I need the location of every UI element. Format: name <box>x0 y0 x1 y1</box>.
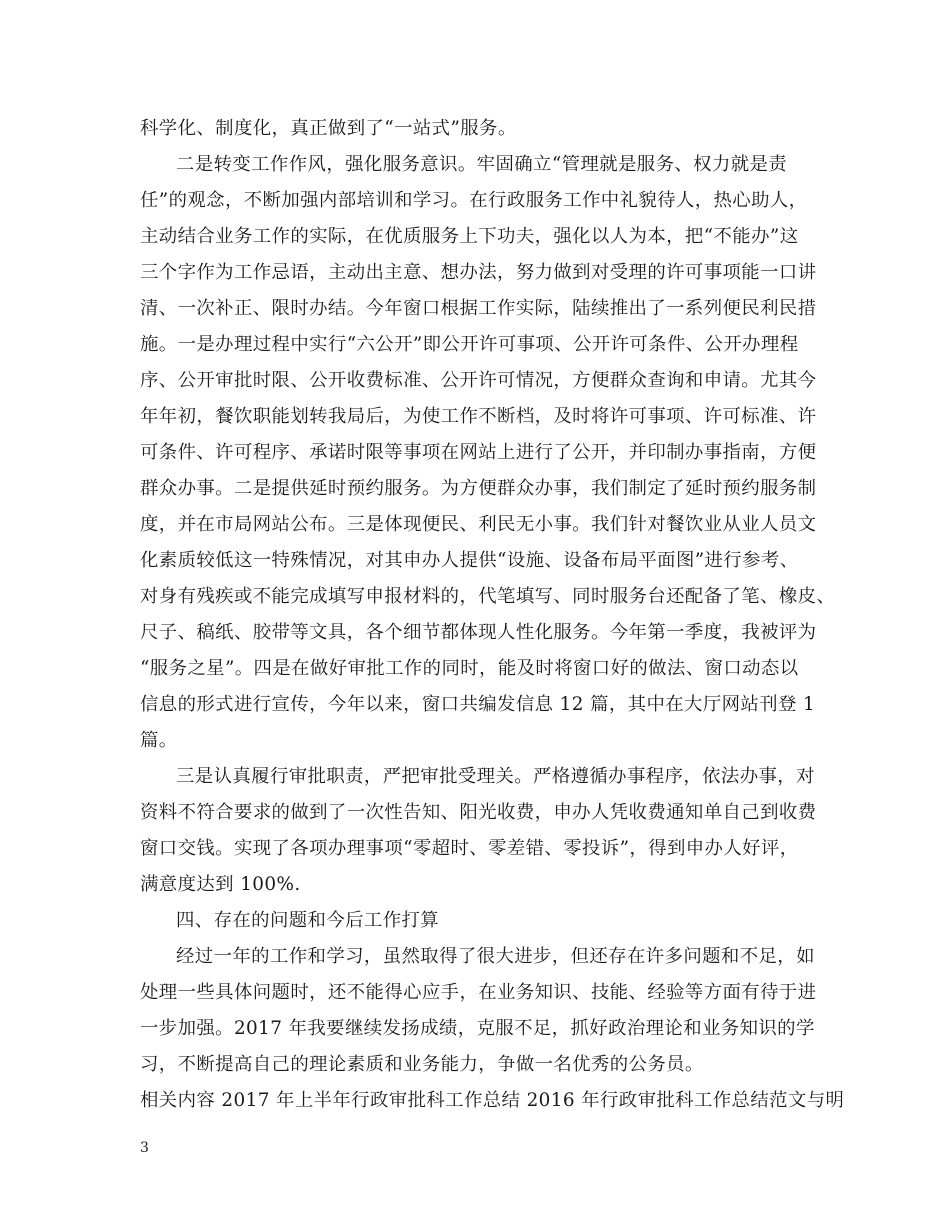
section-heading: 四、存在的问题和今后工作打算 <box>176 910 440 931</box>
text-line: 任”的观念，不断加强内部培训和学习。在行政服务工作中礼貌待人，热心助人， <box>140 190 808 211</box>
text-line: 群众办事。二是提供延时预约服务。为方便群众办事，我们制定了延时预约服务制 <box>140 478 817 499</box>
text-line: 经过一年的工作和学习，虽然取得了很大进步，但还存在许多问题和不足，如 <box>176 946 815 967</box>
related-content-line: 相关内容 2017 年上半年行政审批科工作总结 2016 年行政审批科工作总结范文与明 <box>140 1090 845 1111</box>
text-line: 满意度达到 100%. <box>140 874 301 895</box>
text-line: 三个字作为工作忌语，主动出主意、想办法，努力做到对受理的许可事项能一口讲 <box>140 262 817 283</box>
text-line: 对身有残疾或不能完成填写申报材料的，代笔填写、同时服务台还配备了笔、橡皮、 <box>140 586 836 607</box>
text-line: 清、一次补正、限时办结。今年窗口根据工作实际，陆续推出了一系列便民利民措 <box>140 298 817 319</box>
text-line: 处理一些具体问题时，还不能得心应手，在业务知识、技能、经验等方面有待于进 <box>140 982 817 1003</box>
text-line: 二是转变工作作风，强化服务意识。牢固确立“管理就是服务、权力就是责 <box>176 154 788 175</box>
text-line: 施。一是办理过程中实行“六公开”即公开许可事项、公开许可条件、公开办理程 <box>140 334 799 355</box>
text-line: 序、公开审批时限、公开收费标准、公开许可情况，方便群众查询和申请。尤其今 <box>140 370 817 391</box>
text-line: 科学化、制度化，真正做到了“一站式”服务。 <box>140 118 517 139</box>
text-line: 习，不断提高自己的理论素质和业务能力，争做一名优秀的公务员。 <box>140 1054 704 1075</box>
text-line: 窗口交钱。实现了各项办理事项“零超时、零差错、零投诉”，得到申办人好评， <box>140 838 799 859</box>
text-line: 化素质较低这一特殊情况，对其申办人提供“设施、设备布局平面图”进行参考、 <box>140 550 799 571</box>
text-line: 信息的形式进行宣传，今年以来，窗口共编发信息 12 篇，其中在大厅网站刊登 1 <box>140 694 816 715</box>
text-line: 三是认真履行审批职责，严把审批受理关。严格遵循办事程序，依法办事，对 <box>176 766 815 787</box>
text-line: 一步加强。2017 年我要继续发扬成绩，克服不足，抓好政治理论和业务知识的学 <box>140 1018 815 1039</box>
text-line: “服务之星”。四是在做好审批工作的同时，能及时将窗口好的做法、窗口动态以 <box>140 658 799 679</box>
text-line: 年年初，餐饮职能划转我局后，为使工作不断档，及时将许可事项、许可标准、许 <box>140 406 817 427</box>
text-line: 篇。 <box>140 730 178 751</box>
text-line: 度，并在市局网站公布。三是体现便民、利民无小事。我们针对餐饮业从业人员文 <box>140 514 817 535</box>
text-line: 可条件、许可程序、承诺时限等事项在网站上进行了公开，并印制办事指南，方便 <box>140 442 817 463</box>
text-line: 资料不符合要求的做到了一次性告知、阳光收费，申办人凭收费通知单自己到收费 <box>140 802 817 823</box>
page-number: 3 <box>140 1140 149 1156</box>
text-line: 主动结合业务工作的实际，在优质服务上下功夫，强化以人为本，把“不能办”这 <box>140 226 799 247</box>
text-line: 尺子、稿纸、胶带等文具，各个细节都体现人性化服务。今年第一季度，我被评为 <box>140 622 817 643</box>
